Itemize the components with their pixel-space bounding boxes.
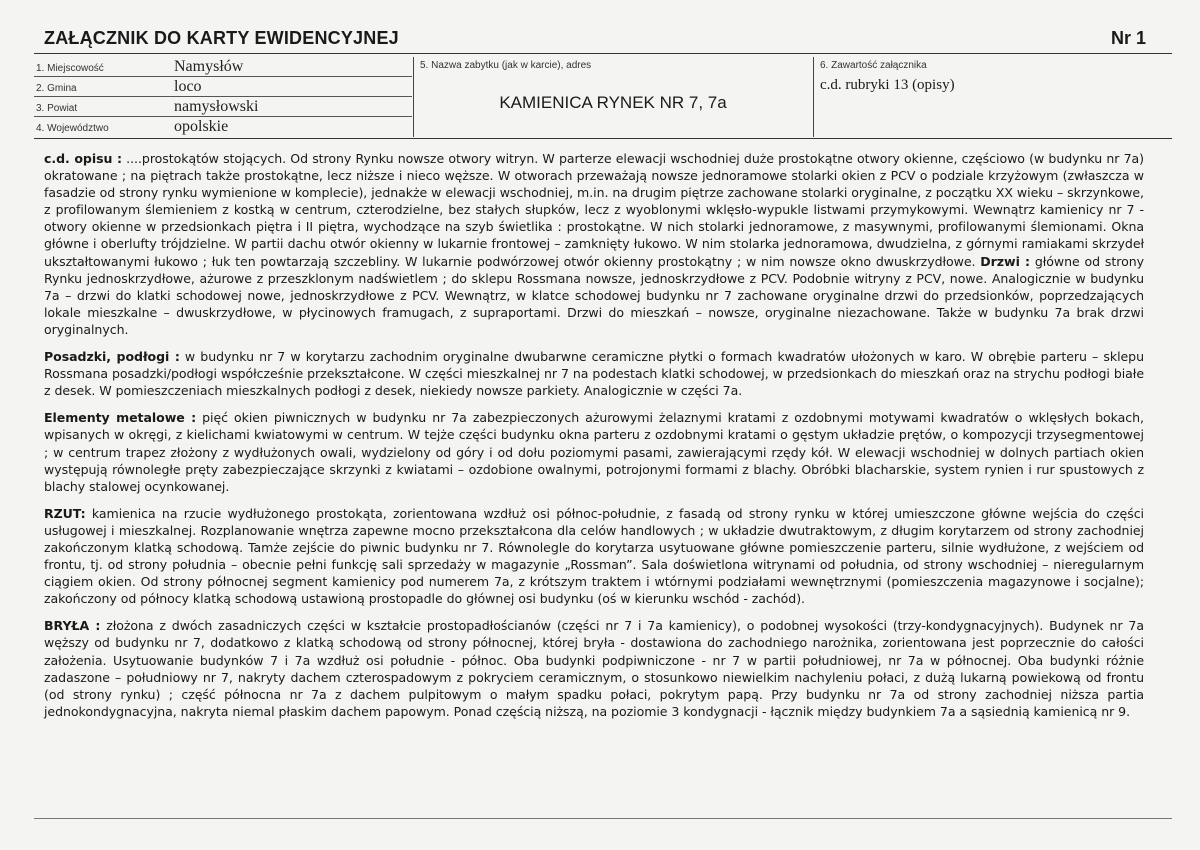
commune-row [34, 77, 412, 96]
record-header-table [34, 57, 1166, 137]
section-text: kamienica na rzucie wydłużonego prostokąta, zorientowana wzdłuż osi północ-południe, z fasadą od strony rynku w której umieszczone główne wejścia do części usługowej i mieszkalnej. Rozplanowanie wnętrza zapewne mocno przekształcona dla celów handlowych ; w układzie dwutraktowym, z długim korytarzem od strony zachodniej zakończonym klatką schodową. Tamże zejście do piwnic budynku nr 7. Równolegle do korytarza usytuowane główne pomieszczenie parteru, silnie wydłużone, z wejściem od frontu, tj. od strony południa – obecnie pełni funkcję sali sprzedaży w magazynie „Rossman”. Sala doświetlona witrynami od południa, od strony wschodniej – nieregularnym ciągiem okien. Od strony północnej segment kamienicy pod numerem 7a, z krótszym traktem i wtórnymi podziałami wewnętrznymi (pomieszczenia magazynowe i socjalne); zakończony od północy klatką schodową ustawioną prostopadle do głównej osi budynku (oś w kierunku wschód - zachód). [44, 505, 1144, 607]
monument-name: KAMIENICA RYNEK NR 7, 7a [499, 93, 727, 112]
section-text: pięć okien piwnicznych w budynku nr 7a zabezpieczonych ażurowymi żelaznymi kratami z ozdobnymi motywami kwadratów o wklęsłych bokach, wpisanych w okręgi, z kielichami kwiatowymi w centrum. W tejże części budynku okna parteru z ozdobnymi kratami o gęstym układzie prętów, o kompozycji trzysegmentowej ; w centrum trapez złożony z wydłużonych owali, wydzielony od góry i od dołu poziomymi pasami, zawierającymi rzędy kół. W elewacji wschodniej w dolnych partiach okien występują równoległe pręty zabezpieczające skrzynki z kwiatami – ozdobione owalnymi, potrojonymi formami z blachy. Obróbki blacharskie, system rynien i rur spustowych z blachy stalowej ocynkowanej. [44, 410, 1144, 494]
section-text: w budynku nr 7 w korytarzu zachodnim oryginalne dwubarwne ceramiczne płytki o formach kwadratów ułożonych w karo. W obrębie parteru – sklepu Rossmana posadzki/podłogi współcześnie przekształcone. W części mieszkalnej nr 7 na podestach klatki schodowej, w przedsionkach do mieszkań oraz na strychu podłogi białe z desek. W pomieszczeniach mieszkalnych podłogi z desek, niekiedy nowsze parkiety. Analogicznie w części 7a. [44, 349, 1145, 399]
section-massing [44, 617, 1144, 720]
attachment-content: c.d. rubryki 13 (opisy) [820, 77, 955, 93]
section-floors [44, 348, 1144, 399]
locality-value: Namysłów [174, 58, 244, 75]
commune-label: 2. Gmina [36, 83, 77, 94]
commune-value: loco [174, 78, 202, 95]
locality-row [34, 57, 412, 76]
header-divider [34, 138, 1172, 139]
monument-label: 5. Nazwa zabytku (jak w karcie), adres [420, 60, 592, 71]
section-text: złożona z dwóch zasadniczych części w kształcie prostopadłościanów (części nr 7 i 7a kamienicy), o podobnej wysokości (trzy-kondygnacyjnych). Budynek nr 7a węższy od budynku nr 7, dodatkowo z klatką schodową od strony północnej, której bryła - dostawiona do zachodniego narożnika, zorientowana jest poprzecznie do całości założenia. Usytuowanie budynków 7 i 7a wzdłuż osi południe - północ. Oba budynki podpiwniczone - nr 7 w partii południowej, nr 7a w północnej. Oba budynki różnie zadaszone – południowy nr 7, nakryty dachem czterospadowym z pokryciem ceramicznym, o stosunkowo niewielkim nachyleniu połaci, z dużą lukarną powiekową od frontu (od strony rynku) ; część północna nr 7a z dachem pulpitowym o małym spadku połaci, pokrytym papą. Przy budynku nr 7a od strony zachodniej niższa partia jednokondygnacyjna, nakryta niemal płaskim dachem papowym. Ponad częścią niższą, na poziomie 3 kondygnacji - łącznik między budynkiem 7a a sąsiednią kamienicą nr 9. [44, 618, 1144, 719]
attachment-label: 6. Zawartość załącznika [820, 60, 927, 71]
section-heading: Posadzki, podłogi : [44, 349, 180, 365]
title-divider [34, 53, 1172, 54]
section-heading: c.d. opisu : [44, 151, 122, 166]
voivodeship-row [34, 117, 412, 136]
voivodeship-label: 4. Województwo [36, 123, 109, 134]
county-row [34, 97, 412, 116]
locality-label: 1. Miejscowość [36, 63, 104, 74]
section-heading: Drzwi : [980, 253, 1031, 269]
section-description [44, 150, 1144, 338]
document-number: Nr 1 [1110, 28, 1146, 48]
footer-divider [34, 818, 1172, 819]
voivodeship-value: opolskie [174, 118, 229, 135]
section-heading: Elementy metalowe : [44, 410, 197, 426]
section-plan [44, 505, 1144, 608]
location-block [34, 57, 412, 137]
description-body [44, 150, 1144, 730]
section-heading: BRYŁA : [44, 618, 101, 634]
section-text: główne od strony Rynku jednoskrzydłowe, ażurowe z przeszklonym nadświetlem ; do sklepu Rossmana nowsze, jednoskrzydłowe z PCV. Podobnie witryny z PCV, nowe. Analogicznie w budynku 7a – drzwi do klatki schodowej nowe, jednoskrzydłowe z PCV. Wewnątrz, w klatce schodowej budynku nr 7 zachowane oryginalne drzwi do przedsionków, poprzedzających lokale mieszkalne – dwuskrzydłowe, w płycinowych framugach, z supraportami. Drzwi do mieszkań – nowsze, oryginalne niezachowane. Także w budynku 7a brak drzwi oryginalnych. [44, 253, 1144, 337]
section-heading: RZUT: [44, 505, 86, 521]
county-label: 3. Powiat [36, 103, 78, 114]
monument-block [414, 57, 812, 137]
section-metal-elements [44, 409, 1144, 494]
county-value: namysłowski [174, 98, 259, 115]
document-title: ZAŁĄCZNIK DO KARTY EWIDENCYJNEJ [44, 28, 399, 48]
section-text: ....prostokątów stojących. Od strony Rynku nowsze otwory witryn. W parterze elewacji wschodniej duże prostokątne otwory okienne, częściowo (w budynku nr 7a) okratowane ; na piętrach także prostokątne, lecz niższe i nieco węższe. W otworach przeważają nowsze jednoramowe stolarki okien z PCV o podziale krzyżowym (zwłaszcza w fasadzie od strony rynku wymienione w komplecie), jednakże w elewacji wschodniej, m.in. na drugim piętrze zachowane stolarki oryginalne, z początku XX wieku – skrzynkowe, z profilowanym ślemieniem z kostką w centrum, czterodzielne, bez stałych słupków, lecz z wyoblonymi wklęsło-wypukle listwami przymykowymi. Wewnątrz kamienicy nr 7 - otwory okienne w przedsionkach piętra i II piętra, wychodzące na szyb świetlika : prostokątne. W nich stolarki jednoramowe, z masywnymi, profilowanymi ślemionami. Okna główne i oberlufty trójdzielne. W partii dachu otwór okienny w lukarnie frontowej – zamknięty łukowo. W nim stolarka jednoramowa, dwudzielna, z górnymi ramiakami skrzydeł ukształtowanymi łukowo ; łuk ten powtarzają szczebliny. W lukarnie podwórzowej otwór okienny prostokątny ; w nim nowsze okno dwuskrzydłowe. [44, 151, 1144, 269]
attachment-block [814, 57, 1166, 137]
